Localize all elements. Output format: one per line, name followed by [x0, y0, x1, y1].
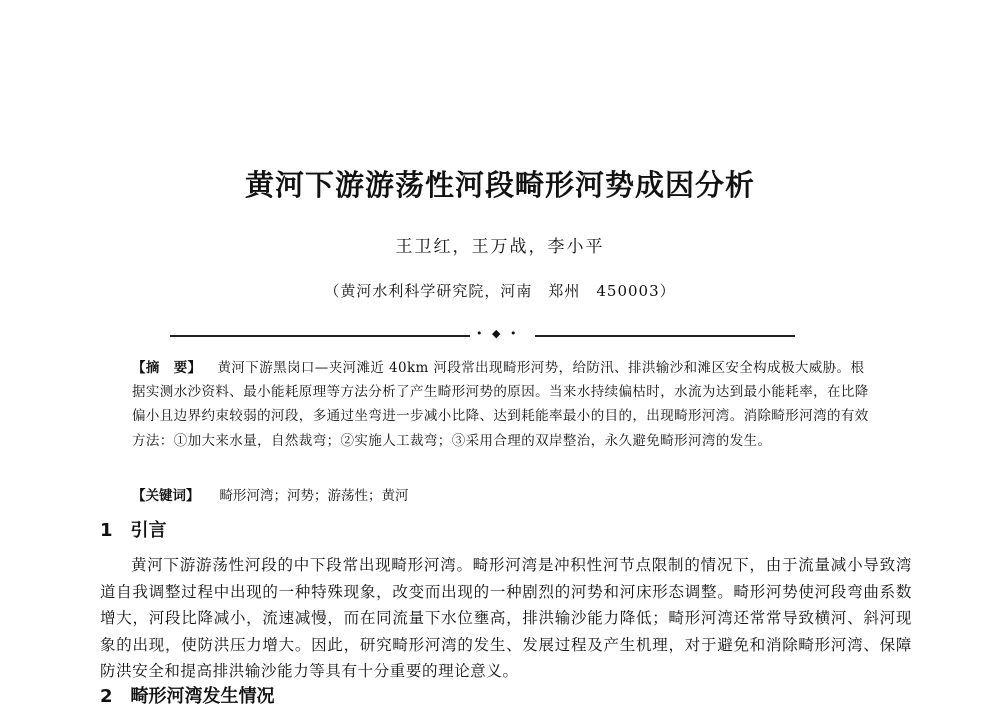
- affiliation: （黄河水利科学研究院，河南 郑州 450003）: [324, 282, 676, 300]
- keywords-label: 【关键词】: [132, 488, 200, 504]
- ornamental-divider: [130, 327, 830, 340]
- authors: 王卫红，王万战，李小平: [395, 237, 605, 257]
- section-1-number: 1: [100, 520, 113, 541]
- abstract: [132, 356, 878, 453]
- keywords: [132, 484, 878, 504]
- abstract-label: 【摘 要】: [132, 360, 202, 376]
- abstract-text: 黄河下游黑岗口—夹河滩近 40km 河段常出现畸形河势，给防汛、排洪输沙和滩区安全构成极大威胁。根据实测水沙资料、最小能耗原理等方法分析了产生畸形河势的原因。当来水持续偏枯时，水流为达到最小能耗率，在比降偏小且边界约束较弱的河段，多通过坐弯进一步减小比降、达到耗能率最小的目的，出现畸形河湾。消除畸形河湾的有效方法：①加大来水量，自然裁弯；②实施人工裁弯；③采用合理的双岸整治，永久避免畸形河湾的发生。: [132, 360, 869, 449]
- section-2-number: 2: [100, 686, 113, 707]
- section-1-title: 引言: [130, 520, 167, 541]
- keywords-text: 畸形河湾；河势；游荡性；黄河: [219, 488, 409, 504]
- divider-line-right: [535, 335, 795, 337]
- divider-line-left: [170, 335, 470, 337]
- section-1-paragraph: 黄河下游游荡性河段的中下段常出现畸形河湾。畸形河湾是冲积性河节点限制的情况下，由于流量减小导致湾道自我调整过程中出现的一种特殊现象，改变而出现的一种剧烈的河势和河床形态调整。畸形河势使河段弯曲系数增大，河段比降减小，流速减慢，而在同流量下水位壅高，排洪输沙能力降低；畸形河湾还常常导致横河、斜河现象的出现，使防洪压力增大。因此，研究畸形河湾的发生、发展过程及产生机理，对于避免和消除畸形河湾、保障防洪安全和提高排洪输沙能力等具有十分重要的理论意义。: [100, 556, 912, 680]
- section-1-heading: [100, 516, 167, 542]
- section-2-title: 畸形河湾发生情况: [130, 686, 275, 707]
- divider-ornament: • ◆ •: [476, 327, 520, 340]
- section-2-heading: [100, 682, 275, 708]
- paper-title: 黄河下游游荡性河段畸形河势成因分析: [244, 168, 755, 202]
